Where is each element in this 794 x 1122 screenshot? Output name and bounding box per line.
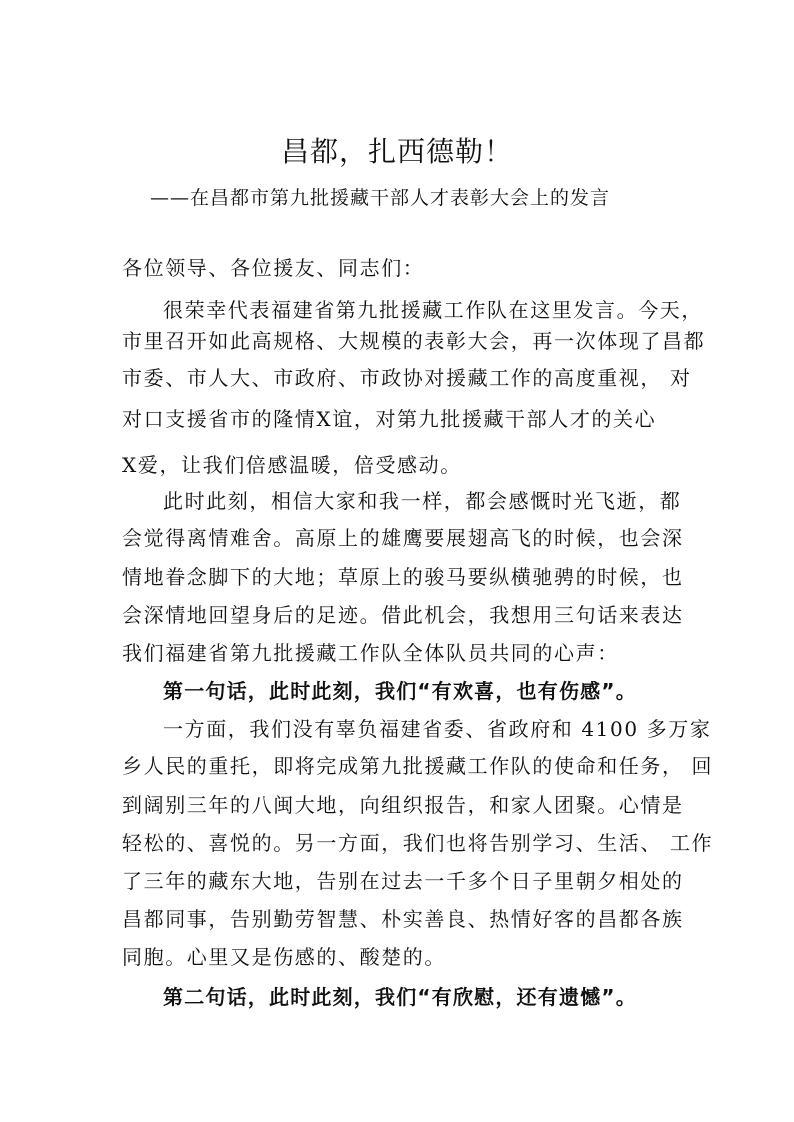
document-subtitle: ——在昌都市第九批援藏干部人才表彰大会上的发言 <box>150 187 611 209</box>
body-line: 了三年的藏东大地，告别在过去一千多个日子里朝夕相处的 <box>122 869 684 893</box>
body-line: 市委、市人大、市政府、市政协对援藏工作的高度重视， 对 <box>122 366 692 390</box>
body-line: 到阔别三年的八闽大地，向组织报告，和家人团聚。心情是 <box>122 793 684 817</box>
body-line: 同胞。心里又是伤感的、酸楚的。 <box>122 945 446 969</box>
body-line: 会觉得离情难舍。高原上的雄鹰要展翅高飞的时候，也会深 <box>122 526 684 550</box>
body-line: 昌都同事，告别勤劳智慧、朴实善良、热情好客的昌都各族 <box>122 907 684 931</box>
body-line: 很荣幸代表福建省第九批援藏工作队在这里发言。今天， <box>163 298 703 322</box>
document-title: 昌都，扎西德勒！ <box>280 135 513 168</box>
body-line: 对口支援省市的隆情X谊，对第九批援藏干部人才的关心 <box>122 407 657 431</box>
body-line: 我们福建省第九批援藏工作队全体队员共同的心声： <box>122 641 619 665</box>
section-heading: 第二句话，此时此刻，我们“有欣慰，还有遗憾”。 <box>163 985 637 1009</box>
body-line: 轻松的、喜悦的。另一方面，我们也将告别学习、生活、 工作 <box>122 831 714 855</box>
body-line: 乡人民的重托，即将完成第九批援藏工作队的使命和任务， 回 <box>122 754 714 778</box>
body-line: 一方面，我们没有辜负福建省委、省政府和 4100 多万家 <box>163 717 712 741</box>
body-line: 此时此刻，相信大家和我一样，都会感慨时光飞逝，都 <box>163 489 682 513</box>
salutation: 各位领导、各位援友、同志们： <box>122 256 425 280</box>
section-heading: 第一句话，此时此刻，我们“有欢喜，也有伤感”。 <box>163 679 637 703</box>
body-line: 市里召开如此高规格、大规模的表彰大会，再一次体现了昌都 <box>122 329 706 353</box>
body-line: 会深情地回望身后的足迹。借此机会，我想用三句话来表达 <box>122 603 684 627</box>
body-line: 情地眷念脚下的大地；草原上的骏马要纵横驰骋的时候，也 <box>122 565 684 589</box>
body-line: X爱，让我们倍感温暖，倍受感动。 <box>122 453 462 477</box>
